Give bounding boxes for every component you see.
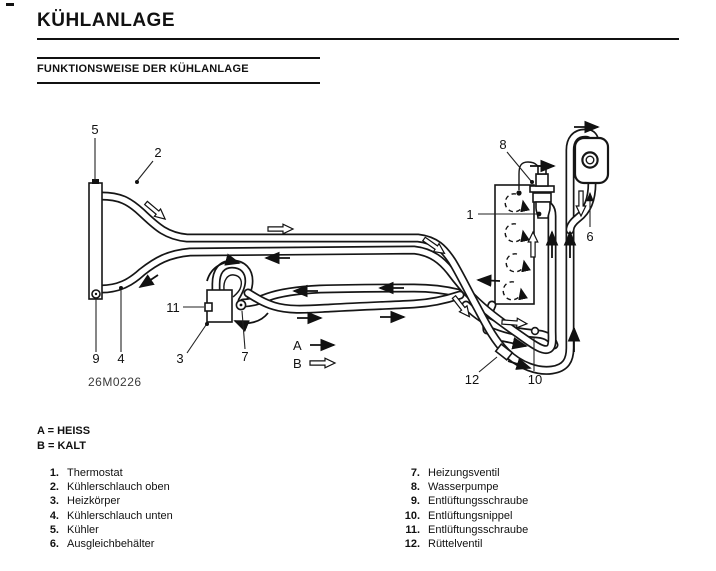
temperature-key (37, 424, 90, 453)
section-heading: FUNKTIONSWEISE DER KÜHLANLAGE (37, 63, 249, 75)
parts-column-right (380, 466, 680, 551)
circulation-arrow (235, 313, 268, 323)
callout-9: 9 (92, 351, 100, 366)
part-item: 7. Heizungsventil (410, 467, 500, 479)
cold-flow-arrow (310, 358, 335, 368)
callout-3: 3 (176, 351, 184, 366)
part-item: 8. Wasserpumpe (410, 481, 499, 494)
cold-flow-arrow (268, 224, 293, 234)
flow-key-b: B (293, 356, 302, 371)
part-item: 3. Heizkörper (49, 495, 121, 508)
callout-12: 12 (464, 372, 480, 387)
engine-block (495, 185, 534, 304)
callout-10: 10 (527, 372, 543, 387)
callout-7: 7 (241, 349, 249, 364)
figure-code: 26M0226 (88, 375, 142, 389)
flow-key (293, 338, 335, 371)
part-item: 11. Entlüftungsschraube (405, 523, 529, 536)
part-item: 1. Thermostat (49, 467, 123, 479)
key-heiss: A = HEISS (37, 425, 91, 437)
radiator (89, 179, 102, 299)
part-item: 4. Kühlerschlauch unten (49, 509, 173, 522)
callout-1: 1 (466, 207, 474, 222)
callout-8: 8 (499, 137, 507, 152)
parts-column-left (37, 466, 337, 551)
key-kalt: B = KALT (37, 439, 86, 452)
page-title: KÜHLANLAGE (37, 10, 175, 31)
part-item: 10. Entlüftungsnippel (404, 509, 513, 522)
part-item: 5. Kühler (49, 523, 99, 536)
callout-4: 4 (117, 351, 125, 366)
callout-2: 2 (154, 145, 162, 160)
part-item: 2. Kühlerschlauch oben (49, 481, 170, 494)
expansion-tank (575, 138, 608, 183)
flow-key-a: A (293, 338, 302, 353)
part-item: 12. Rüttelventil (404, 538, 483, 551)
bleed-nipple (532, 328, 539, 335)
callout-6: 6 (586, 229, 594, 244)
heater-core (205, 290, 232, 322)
heater-valve (236, 300, 245, 309)
part-item: 9. Entlüftungsschraube (410, 495, 529, 508)
bleed-screw-11 (205, 303, 212, 311)
callout-11: 11 (166, 300, 180, 315)
part-item: 6. Ausgleichbehälter (49, 538, 155, 551)
callout-5: 5 (91, 122, 99, 137)
